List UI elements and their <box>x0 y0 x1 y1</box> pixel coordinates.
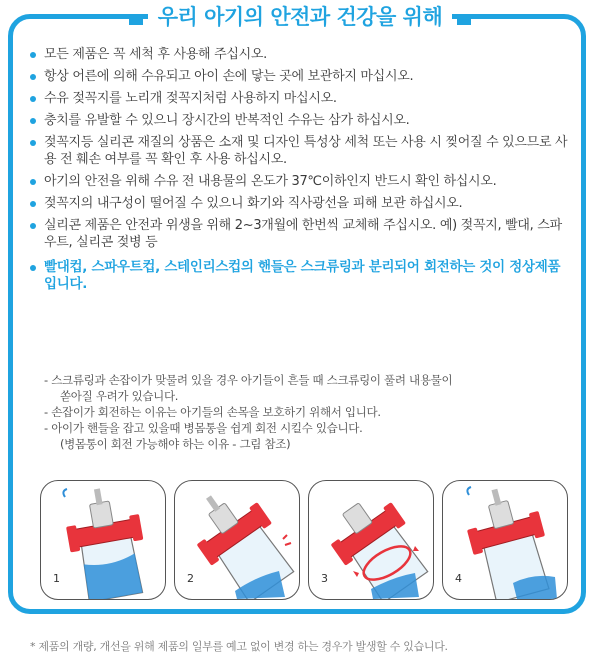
illustration-panel-3 <box>308 480 434 600</box>
handle-note <box>44 404 564 420</box>
illustration-panel-1 <box>40 480 166 600</box>
emphasis-item: 빨대컵, 스파우트컵, 스테인리스컵의 핸들은 스크류링과 분리되어 회전하는 것이 정상제품 입니다. <box>30 259 570 293</box>
title-banner <box>0 2 600 32</box>
footer-note: * 제품의 개량, 개선을 위해 제품의 일부를 예고 없이 변경 하는 경우가 발생할 수 있습니다. <box>30 640 448 653</box>
rotation-illustrations <box>40 480 568 602</box>
panel-number: 4 <box>455 572 462 585</box>
panel-number: 3 <box>321 572 328 585</box>
illustration-panel-2 <box>174 480 300 600</box>
handle-note <box>44 372 564 404</box>
title-bar-right <box>457 15 471 25</box>
caution-item: 젖꼭지등 실리콘 재질의 상품은 소재 및 디자인 특성상 세척 또는 사용 시 찢어질 수 있으므로 사용 전 훼손 여부를 꼭 확인 후 사용 하십시오. <box>30 134 570 168</box>
caution-item: 젖꼭지의 내구성이 떨어질 수 있으니 화기와 직사광선을 피해 보관 하십시오. <box>30 195 570 212</box>
caution-item: 모든 제품은 꼭 세척 후 사용해 주십시오. <box>30 46 570 63</box>
panel-number: 2 <box>187 572 194 585</box>
caution-item: 실리콘 제품은 안전과 위생을 위해 2~3개월에 한번씩 교체해 주십시오. 예) 젖꼭지, 빨대, 스파우트, 실리콘 젖병 등 <box>30 217 570 251</box>
handle-note <box>44 420 564 452</box>
handle-note-line: (병몸통이 회전 가능해야 하는 이유 - 그림 참조) <box>60 437 291 451</box>
caution-item: 수유 젖꼭지를 노리개 젖꼭지처럼 사용하지 마십시오. <box>30 90 570 107</box>
panel-number: 1 <box>53 572 60 585</box>
handle-note-line: - 아이가 핸들을 잡고 있을때 병몸통을 쉽게 회전 시킬수 있습니다. <box>44 421 363 435</box>
caution-list <box>30 46 570 298</box>
handle-note-line: - 손잡이가 회전하는 이유는 아기들의 손목을 보호하기 위해서 입니다. <box>44 405 381 419</box>
title-bar-left <box>129 15 143 25</box>
handle-notes <box>44 372 564 452</box>
illustration-panel-4 <box>442 480 568 600</box>
handle-note-line: - 스크류링과 손잡이가 맞물려 있을 경우 아기들이 흔들 때 스크류링이 풀려 내용물이 <box>44 373 453 387</box>
caution-item: 아기의 안전을 위해 수유 전 내용물의 온도가 37℃이하인지 반드시 확인 하십시오. <box>30 173 570 190</box>
caution-item: 항상 어른에 의해 수유되고 아이 손에 닿는 곳에 보관하지 마십시오. <box>30 68 570 85</box>
page-title: 우리 아기의 안전과 건강을 위해 <box>148 2 452 32</box>
caution-item: 충치를 유발할 수 있으니 장시간의 반복적인 수유는 삼가 하십시오. <box>30 112 570 129</box>
handle-note-line: 쏟아질 우려가 있습니다. <box>60 389 179 403</box>
